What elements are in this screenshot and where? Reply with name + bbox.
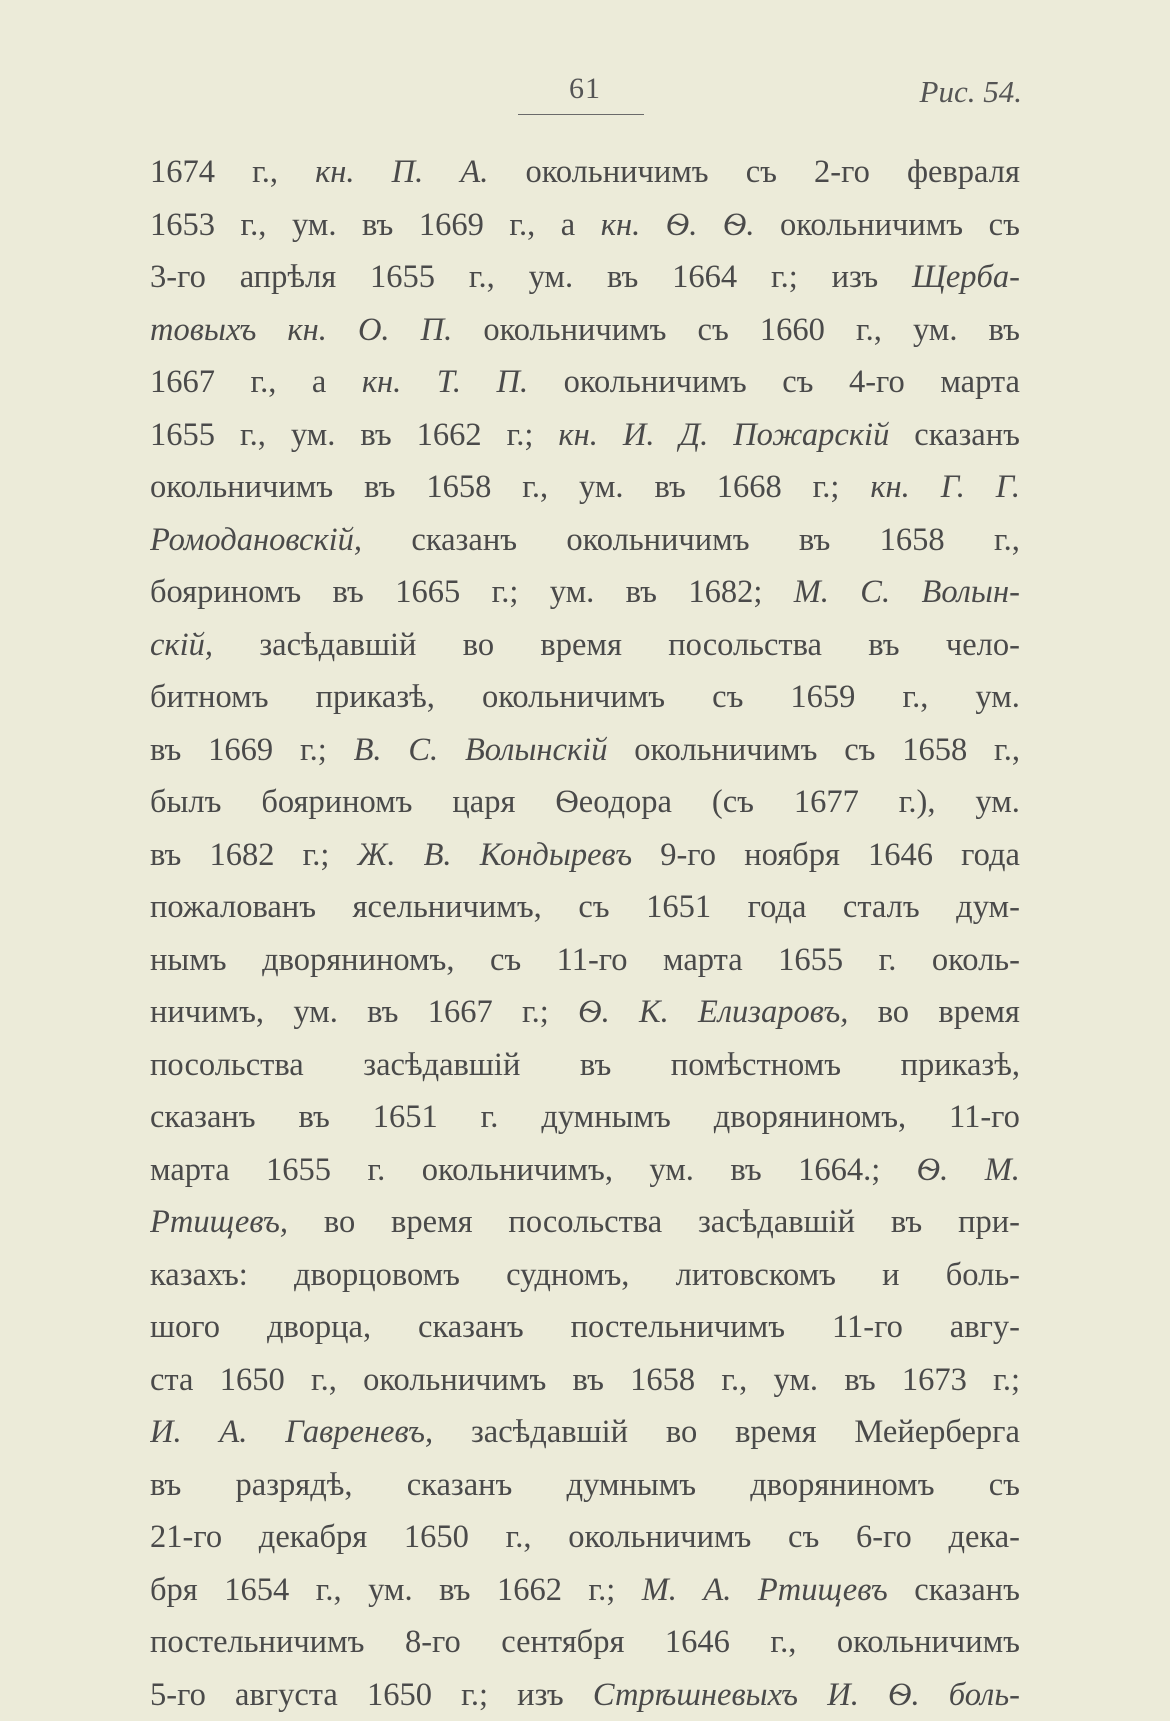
word: думнымъ bbox=[541, 1091, 671, 1144]
body-text bbox=[150, 146, 1020, 1721]
word: судномъ, bbox=[506, 1249, 629, 1302]
word: въ bbox=[150, 1459, 181, 1512]
italic-word: М. bbox=[642, 1564, 677, 1617]
word: окольничимъ bbox=[780, 199, 963, 252]
text-line bbox=[150, 671, 1020, 724]
italic-word: И. bbox=[827, 1669, 859, 1721]
italic-word: А. bbox=[460, 146, 488, 199]
italic-word: Г. bbox=[941, 461, 965, 514]
word: въ bbox=[730, 1144, 761, 1197]
word: 1682 bbox=[209, 829, 274, 882]
word: приказѣ, bbox=[901, 1039, 1020, 1092]
word: время bbox=[938, 986, 1020, 1039]
italic-word: кн. bbox=[287, 304, 326, 357]
word: 1664.; bbox=[798, 1144, 880, 1197]
text-line bbox=[150, 1196, 1020, 1249]
word: марта bbox=[663, 934, 743, 987]
text-line bbox=[150, 1301, 1020, 1354]
word: дворцовомъ bbox=[294, 1249, 460, 1302]
word: 1660 bbox=[760, 304, 825, 357]
word: г., bbox=[721, 1354, 747, 1407]
text-line bbox=[150, 566, 1020, 619]
word: сказанъ bbox=[150, 1091, 256, 1144]
word: г., bbox=[994, 514, 1020, 567]
word: изъ bbox=[517, 1669, 563, 1721]
word: при- bbox=[958, 1196, 1020, 1249]
word: съ bbox=[844, 724, 875, 777]
word: въ bbox=[607, 251, 638, 304]
word: 1650 bbox=[220, 1354, 285, 1407]
word: г., bbox=[902, 671, 928, 724]
italic-word: Волынскій bbox=[465, 724, 608, 777]
word: окольничимъ bbox=[634, 724, 817, 777]
word: 1658 bbox=[902, 724, 967, 777]
italic-word: Ртищевъ bbox=[758, 1564, 888, 1617]
word: дворца, bbox=[267, 1301, 371, 1354]
word: бря bbox=[150, 1564, 198, 1617]
word: съ bbox=[782, 356, 813, 409]
word: 1669 bbox=[208, 724, 273, 777]
word: 1682; bbox=[688, 566, 762, 619]
word: ум. bbox=[579, 461, 624, 514]
word: г.; bbox=[300, 724, 327, 777]
word: (съ bbox=[712, 776, 754, 829]
word: 1651 bbox=[373, 1091, 438, 1144]
italic-word: Ѳ. bbox=[578, 986, 610, 1039]
word: окольничимъ bbox=[837, 1616, 1020, 1669]
word: марта bbox=[150, 1144, 230, 1197]
text-line bbox=[150, 1669, 1020, 1721]
italic-word: М. bbox=[985, 1144, 1020, 1197]
word: въ bbox=[573, 1354, 604, 1407]
word: 1646 bbox=[665, 1616, 730, 1669]
word: а bbox=[312, 356, 326, 409]
word: засѣдавшій bbox=[698, 1196, 855, 1249]
word: 1658 bbox=[880, 514, 945, 567]
word: былъ bbox=[150, 776, 221, 829]
word: посольства bbox=[150, 1039, 304, 1092]
italic-word: Ѳ. bbox=[888, 1669, 920, 1721]
word: г.; bbox=[507, 409, 534, 462]
word: 1659 bbox=[790, 671, 855, 724]
word: разрядѣ, bbox=[236, 1459, 353, 1512]
word: окольничимъ bbox=[483, 304, 666, 357]
word: 1667 bbox=[150, 356, 215, 409]
word: во bbox=[878, 986, 909, 1039]
word: 6-го bbox=[856, 1511, 912, 1564]
word: г.; bbox=[303, 829, 330, 882]
italic-word: Волын- bbox=[921, 566, 1019, 619]
word: въ bbox=[360, 409, 391, 462]
word: съ bbox=[698, 304, 729, 357]
text-line bbox=[150, 1616, 1020, 1669]
word: 1668 bbox=[717, 461, 782, 514]
word: ум. bbox=[550, 566, 595, 619]
italic-word: Стрѣшневыхъ bbox=[593, 1669, 798, 1721]
word: г., bbox=[241, 199, 267, 252]
word: царя bbox=[452, 776, 515, 829]
word: бояриномъ bbox=[150, 566, 301, 619]
word: окольничимъ bbox=[363, 1354, 546, 1407]
italic-word: В. bbox=[424, 829, 452, 882]
word: 1673 bbox=[902, 1354, 967, 1407]
word: 1667 bbox=[428, 986, 493, 1039]
italic-word: кн. bbox=[558, 409, 597, 462]
text-line bbox=[150, 409, 1020, 462]
word: 4-го bbox=[849, 356, 905, 409]
word: авгу- bbox=[950, 1301, 1020, 1354]
text-line bbox=[150, 829, 1020, 882]
word: окольничимъ bbox=[525, 146, 708, 199]
text-line bbox=[150, 881, 1020, 934]
word: ничимъ, bbox=[150, 986, 264, 1039]
text-line bbox=[150, 1459, 1020, 1512]
word: въ bbox=[150, 724, 181, 777]
word: дворяниномъ, bbox=[262, 934, 454, 987]
word: августа bbox=[235, 1669, 338, 1721]
text-line bbox=[150, 1091, 1020, 1144]
text-line bbox=[150, 304, 1020, 357]
word: г., bbox=[509, 199, 535, 252]
word: г., bbox=[856, 304, 882, 357]
word: 11-го bbox=[557, 934, 628, 987]
word: г.; bbox=[492, 566, 519, 619]
italic-word: Ѳ. bbox=[917, 1144, 949, 1197]
italic-word: Гавреневъ, bbox=[285, 1406, 433, 1459]
word: г., bbox=[469, 251, 495, 304]
word: въ bbox=[844, 1354, 875, 1407]
italic-word: А. bbox=[703, 1564, 731, 1617]
word: съ bbox=[746, 146, 777, 199]
word: 2-го bbox=[814, 146, 870, 199]
word: сентября bbox=[501, 1616, 624, 1669]
word: г., bbox=[994, 724, 1020, 777]
italic-word: Пожарскій bbox=[733, 409, 889, 462]
word: въ bbox=[868, 619, 899, 672]
text-line bbox=[150, 461, 1020, 514]
word: посольства bbox=[508, 1196, 662, 1249]
word: 1677 bbox=[794, 776, 859, 829]
text-line bbox=[150, 934, 1020, 987]
word: сказанъ bbox=[914, 1564, 1020, 1617]
text-line bbox=[150, 776, 1020, 829]
italic-word: кн. bbox=[870, 461, 909, 514]
word: ум. bbox=[975, 776, 1020, 829]
text-line bbox=[150, 1511, 1020, 1564]
word: ум. bbox=[293, 986, 338, 1039]
italic-word: К. bbox=[639, 986, 669, 1039]
word: апрѣля bbox=[240, 251, 336, 304]
word: г.; bbox=[813, 461, 840, 514]
word: въ bbox=[364, 461, 395, 514]
word: 1665 bbox=[395, 566, 460, 619]
word: г.; bbox=[461, 1669, 488, 1721]
text-line bbox=[150, 724, 1020, 777]
word: г., bbox=[522, 461, 548, 514]
word: въ bbox=[439, 1564, 470, 1617]
text-line bbox=[150, 1144, 1020, 1197]
text-line bbox=[150, 1354, 1020, 1407]
word: 11-го bbox=[949, 1091, 1020, 1144]
word: засѣдавшій bbox=[259, 619, 416, 672]
word: въ bbox=[799, 514, 830, 567]
word: окольничимъ, bbox=[422, 1144, 613, 1197]
word: ста bbox=[150, 1354, 193, 1407]
word: 1651 bbox=[646, 881, 711, 934]
word: посольства bbox=[668, 619, 822, 672]
word: въ bbox=[333, 566, 364, 619]
text-line bbox=[150, 1039, 1020, 1092]
text-line bbox=[150, 251, 1020, 304]
word: сказанъ bbox=[407, 1459, 513, 1512]
word: въ bbox=[299, 1091, 330, 1144]
word: г., bbox=[311, 1354, 337, 1407]
word: время bbox=[540, 619, 622, 672]
word: въ bbox=[150, 829, 181, 882]
page-number: 61 bbox=[0, 72, 1170, 106]
word: сказанъ bbox=[914, 409, 1020, 462]
italic-word: боль- bbox=[949, 1669, 1020, 1721]
word: 1658 bbox=[426, 461, 491, 514]
italic-word: Кондыревъ bbox=[480, 829, 632, 882]
word: ясельничимъ, bbox=[353, 881, 542, 934]
word: ум. bbox=[368, 1564, 413, 1617]
word: нымъ bbox=[150, 934, 227, 987]
word: дека- bbox=[948, 1511, 1020, 1564]
italic-word: В. bbox=[354, 724, 382, 777]
word: постельничимъ bbox=[150, 1616, 364, 1669]
word: года bbox=[961, 829, 1020, 882]
word: 1664 bbox=[672, 251, 737, 304]
text-line bbox=[150, 199, 1020, 252]
italic-word: кн. bbox=[315, 146, 354, 199]
word: окольничимъ bbox=[150, 461, 333, 514]
italic-word: П. bbox=[421, 304, 453, 357]
word: окольничимъ bbox=[566, 514, 749, 567]
word: битномъ bbox=[150, 671, 269, 724]
word: въ bbox=[989, 304, 1020, 357]
word: съ bbox=[989, 1459, 1020, 1512]
word: пожалованъ bbox=[150, 881, 316, 934]
word: 1654 bbox=[224, 1564, 289, 1617]
word: г., bbox=[252, 146, 278, 199]
word: сказанъ bbox=[418, 1301, 524, 1354]
word: 1662 bbox=[497, 1564, 562, 1617]
word: г. bbox=[481, 1091, 499, 1144]
word: изъ bbox=[832, 251, 878, 304]
word: съ bbox=[788, 1511, 819, 1564]
word: 1646 bbox=[868, 829, 933, 882]
word: казахъ: bbox=[150, 1249, 248, 1302]
word: приказѣ, bbox=[316, 671, 435, 724]
italic-word: П. bbox=[496, 356, 528, 409]
word: 5-го bbox=[150, 1669, 206, 1721]
word: окольничимъ bbox=[564, 356, 747, 409]
italic-word: С. bbox=[408, 724, 438, 777]
text-line bbox=[150, 619, 1020, 672]
word: 11-го bbox=[832, 1301, 903, 1354]
word: г.; bbox=[522, 986, 549, 1039]
text-line bbox=[150, 514, 1020, 567]
word: г.; bbox=[993, 1354, 1020, 1407]
word: 1674 bbox=[150, 146, 215, 199]
word: февраля bbox=[907, 146, 1020, 199]
word: 1650 bbox=[367, 1669, 432, 1721]
word: марта bbox=[940, 356, 1020, 409]
italic-word: П. bbox=[392, 146, 424, 199]
text-line bbox=[150, 1564, 1020, 1617]
word: дворяниномъ, bbox=[714, 1091, 906, 1144]
italic-word: Ртищевъ, bbox=[150, 1196, 288, 1249]
word: засѣдавшій bbox=[471, 1406, 628, 1459]
word: шого bbox=[150, 1301, 220, 1354]
word: во bbox=[324, 1196, 355, 1249]
figure-reference: Рис. 54. bbox=[920, 74, 1022, 110]
text-line bbox=[150, 1249, 1020, 1302]
word: 8-го bbox=[405, 1616, 461, 1669]
word: 3-го bbox=[150, 251, 206, 304]
word: чело- bbox=[946, 619, 1020, 672]
word: во bbox=[666, 1406, 697, 1459]
word: ум. bbox=[975, 671, 1020, 724]
word: 1653 bbox=[150, 199, 215, 252]
word: въ bbox=[367, 986, 398, 1039]
word: а bbox=[561, 199, 575, 252]
word: околь- bbox=[932, 934, 1020, 987]
word: г. bbox=[879, 934, 897, 987]
word: 1655 bbox=[266, 1144, 331, 1197]
italic-word: А. bbox=[219, 1406, 247, 1459]
word: боль- bbox=[946, 1249, 1020, 1302]
word: окольничимъ bbox=[482, 671, 665, 724]
word: г., bbox=[770, 1616, 796, 1669]
word: 9-го bbox=[660, 829, 716, 882]
header-rule bbox=[518, 114, 644, 115]
word: года bbox=[748, 881, 807, 934]
word: ум. bbox=[529, 251, 574, 304]
word: г.), bbox=[899, 776, 936, 829]
italic-word: Д. bbox=[679, 409, 708, 462]
word: г. bbox=[367, 1144, 385, 1197]
word: съ bbox=[490, 934, 521, 987]
italic-word: Ѳ. bbox=[723, 199, 755, 252]
word: думнымъ bbox=[567, 1459, 697, 1512]
word: ум. bbox=[292, 199, 337, 252]
word: помѣстномъ bbox=[671, 1039, 841, 1092]
italic-word: И. bbox=[623, 409, 655, 462]
word: бояриномъ bbox=[261, 776, 412, 829]
word: г., bbox=[506, 1511, 532, 1564]
text-line bbox=[150, 146, 1020, 199]
italic-word: Ѳ. bbox=[666, 199, 698, 252]
word: съ bbox=[989, 199, 1020, 252]
word: время bbox=[735, 1406, 817, 1459]
word: засѣдавшій bbox=[363, 1039, 520, 1092]
word: ум. bbox=[774, 1354, 819, 1407]
word: въ bbox=[891, 1196, 922, 1249]
word: г., bbox=[251, 356, 277, 409]
word: г., bbox=[316, 1564, 342, 1617]
word: постельничимъ bbox=[571, 1301, 785, 1354]
italic-word: Щерба- bbox=[912, 251, 1020, 304]
word: г.; bbox=[771, 251, 798, 304]
word: г.; bbox=[588, 1564, 615, 1617]
italic-word: О. bbox=[358, 304, 390, 357]
word: Мейерберга bbox=[854, 1406, 1020, 1459]
word: въ bbox=[654, 461, 685, 514]
italic-word: Елизаровъ, bbox=[698, 986, 848, 1039]
italic-word: кн. bbox=[362, 356, 401, 409]
word: Ѳеодора bbox=[555, 776, 672, 829]
word: и bbox=[882, 1249, 899, 1302]
italic-word: Т. bbox=[437, 356, 461, 409]
word: ум. bbox=[291, 409, 336, 462]
word: 1662 bbox=[417, 409, 482, 462]
word: въ bbox=[580, 1039, 611, 1092]
word: 21-го bbox=[150, 1511, 222, 1564]
word: въ bbox=[626, 566, 657, 619]
word: во bbox=[463, 619, 494, 672]
word: литовскомъ bbox=[676, 1249, 836, 1302]
italic-word: товыхъ bbox=[150, 304, 256, 357]
text-line bbox=[150, 1406, 1020, 1459]
word: съ bbox=[578, 881, 609, 934]
word: г., bbox=[240, 409, 266, 462]
word: 1655 bbox=[778, 934, 843, 987]
word: 1655 bbox=[370, 251, 435, 304]
italic-word: М. bbox=[794, 566, 829, 619]
word: 1658 bbox=[630, 1354, 695, 1407]
text-line bbox=[150, 356, 1020, 409]
word: въ bbox=[362, 199, 393, 252]
word: сталъ bbox=[843, 881, 920, 934]
italic-word: Ромодановскій, bbox=[150, 514, 362, 567]
word: 1669 bbox=[419, 199, 484, 252]
word: дворяниномъ bbox=[750, 1459, 934, 1512]
word: декабря bbox=[259, 1511, 367, 1564]
word: дум- bbox=[956, 881, 1020, 934]
italic-word: скій, bbox=[150, 619, 213, 672]
word: ноября bbox=[744, 829, 840, 882]
word: сказанъ bbox=[411, 514, 517, 567]
italic-word: Ж. bbox=[358, 829, 396, 882]
word: 1655 bbox=[150, 409, 215, 462]
word: ум. bbox=[913, 304, 958, 357]
word: ум. bbox=[649, 1144, 694, 1197]
italic-word: С. bbox=[860, 566, 890, 619]
italic-word: И. bbox=[150, 1406, 182, 1459]
italic-word: Г. bbox=[996, 461, 1020, 514]
text-line bbox=[150, 986, 1020, 1039]
word: окольничимъ bbox=[568, 1511, 751, 1564]
italic-word: кн. bbox=[601, 199, 640, 252]
word: 1650 bbox=[404, 1511, 469, 1564]
word: время bbox=[391, 1196, 473, 1249]
word: съ bbox=[712, 671, 743, 724]
